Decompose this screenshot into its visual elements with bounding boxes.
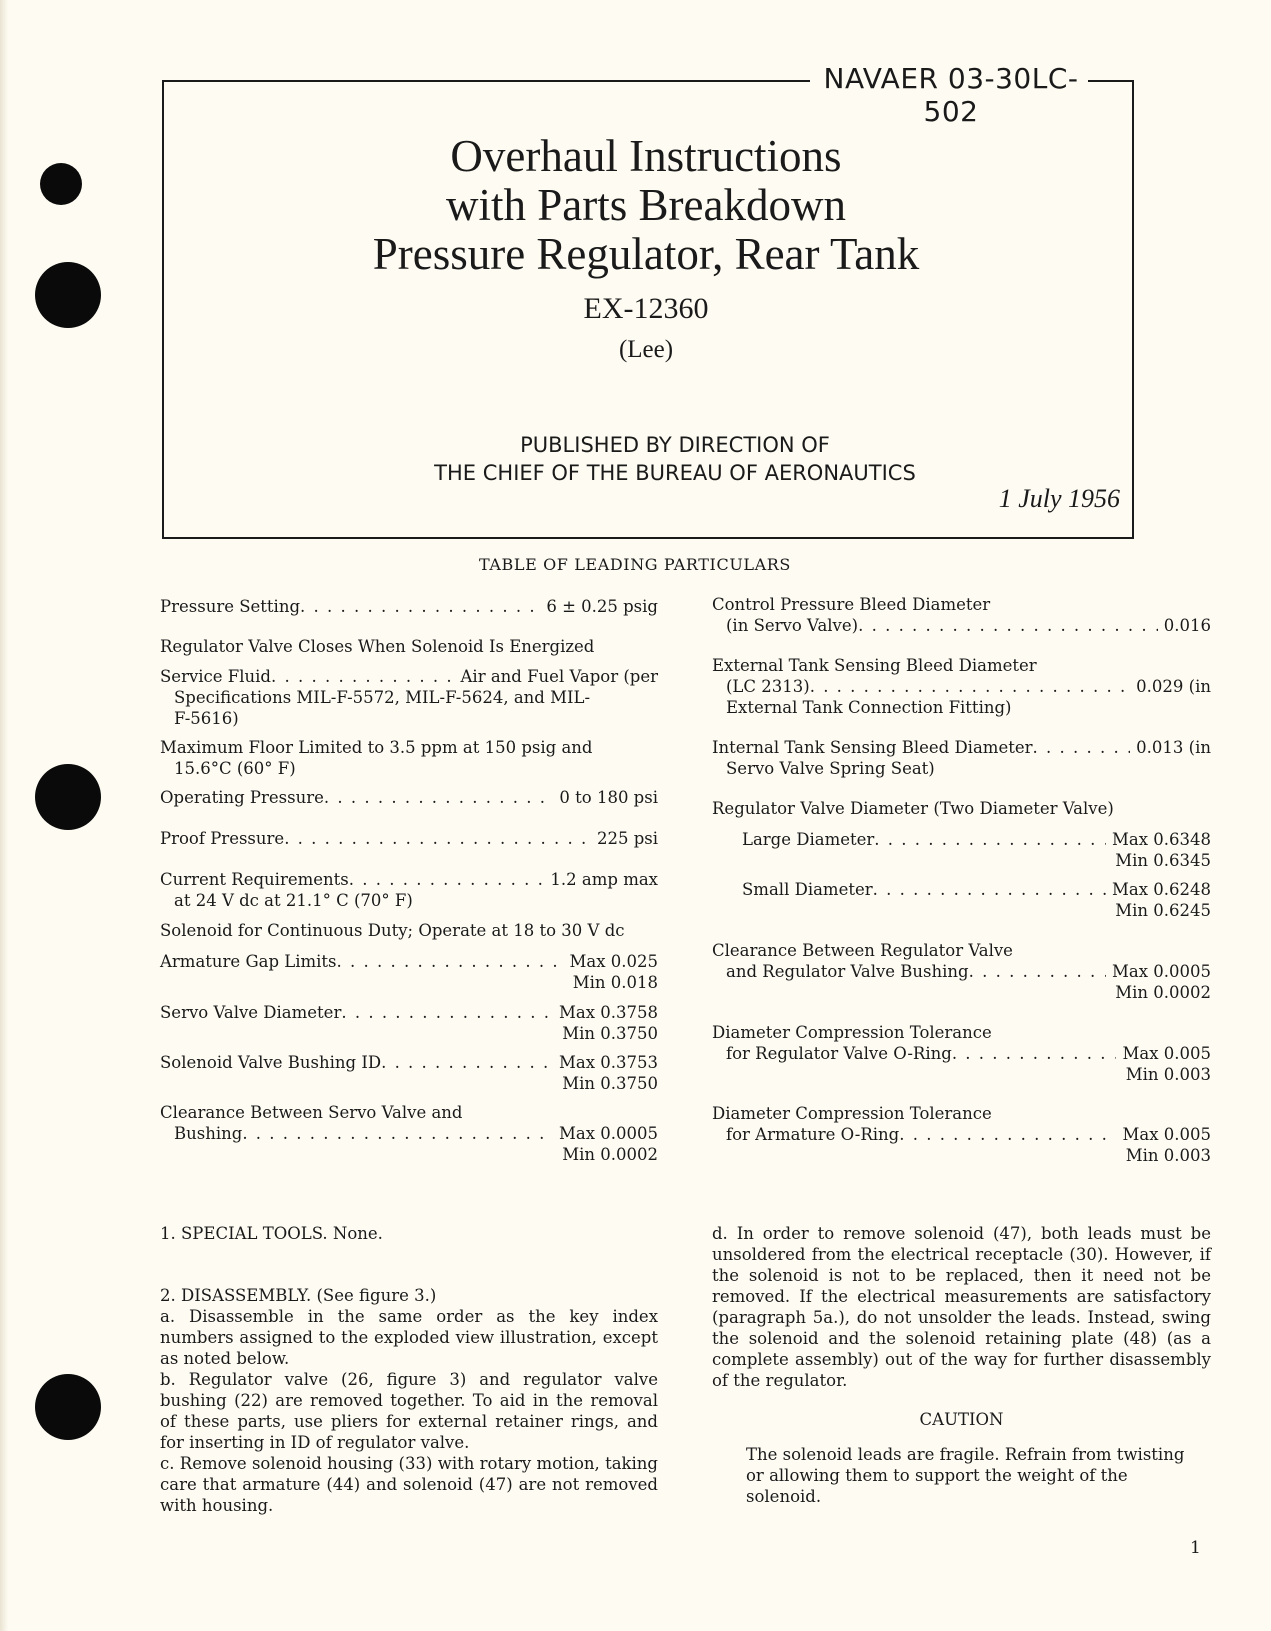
particular-regulator-diameter [712, 798, 1211, 819]
continuation: External Tank Connection Fitting) [726, 698, 1012, 717]
min-value: Min 0.6345 [1115, 851, 1211, 870]
label: Service Fluid [160, 667, 271, 686]
section-disassembly-heading: 2. DISASSEMBLY. (See figure 3.) [160, 1286, 437, 1305]
label: Maximum Floor Limited to 3.5 ppm at 150 psig and [160, 738, 593, 757]
leader-dots [271, 666, 455, 687]
paragraph-c: c. Remove solenoid housing (33) with rotary motion, taking care that armature (44) and solenoid (47) are not removed with housing. [160, 1454, 658, 1515]
particular-maximum-floor [160, 737, 658, 779]
manufacturer: (Lee) [618, 336, 674, 363]
publication-date: 1 July 1956 [998, 484, 1120, 513]
max-value: Max 0.025 [569, 952, 658, 971]
value: 0.029 (in [1136, 677, 1211, 696]
particular-control-bleed [712, 594, 1211, 636]
particular-servo-clearance [160, 1102, 658, 1165]
particular-regulator-oring [712, 1022, 1211, 1085]
continuation: at 24 V dc at 21.1° C (70° F) [174, 891, 413, 910]
max-value: Max 0.005 [1122, 1044, 1211, 1063]
label: Internal Tank Sensing Bleed Diameter [712, 738, 1033, 757]
title-line: with Parts Breakdown [446, 180, 846, 230]
label: Diameter Compression Tolerance [712, 1104, 992, 1123]
label: (in Servo Valve) [726, 616, 859, 635]
leader-dots [874, 829, 1106, 850]
leader-dots [242, 1123, 553, 1144]
page-edge-shadow [0, 0, 8, 1631]
particular-armature-oring [712, 1103, 1211, 1166]
body-left-column [160, 1223, 658, 1516]
min-value: Min 0.018 [572, 973, 658, 992]
particular-proof-pressure [160, 828, 658, 849]
min-value: Min 0.6245 [1115, 901, 1211, 920]
label: Bushing [174, 1124, 243, 1143]
caution-heading: CAUTION [919, 1410, 1004, 1429]
label: (LC 2313) [726, 677, 810, 696]
label: for Regulator Valve O-Ring [726, 1044, 952, 1063]
title-block [162, 132, 1130, 365]
value: 225 psi [596, 829, 658, 848]
title-line: Overhaul Instructions [450, 131, 842, 181]
particular-internal-bleed [712, 737, 1211, 779]
value: 1.2 amp max [550, 870, 658, 889]
frame-rule [162, 80, 810, 82]
particular-regulator-closes [160, 636, 658, 657]
min-value: Min 0.3750 [562, 1024, 658, 1043]
document-number: NAVAER 03-30LC-502 [818, 62, 1084, 128]
continuation: Specifications MIL-F-5572, MIL-F-5624, and MIL- [174, 688, 591, 707]
label: Operating Pressure [160, 788, 324, 807]
caution-text: The solenoid leads are fragile. Refrain from twisting or allowing them to support the weight of the solenoid. [746, 1445, 1185, 1506]
label: Large Diameter [742, 830, 875, 849]
min-value: Min 0.003 [1125, 1065, 1211, 1084]
binder-hole-icon [40, 163, 82, 205]
particular-current-requirements [160, 869, 658, 911]
label: Armature Gap Limits [160, 952, 337, 971]
particular-armature-gap [160, 951, 658, 993]
value: 0.016 [1163, 616, 1211, 635]
binder-hole-icon [35, 262, 101, 328]
frame-rule [1088, 80, 1132, 82]
leader-dots [381, 1052, 553, 1073]
particular-solenoid-bushing-id [160, 1052, 658, 1094]
max-value: Max 0.6248 [1111, 880, 1211, 899]
publisher-line: THE CHIEF OF THE BUREAU OF AERONAUTICS [434, 461, 916, 485]
label: Diameter Compression Tolerance [712, 1023, 992, 1042]
particular-external-bleed [712, 655, 1211, 718]
label: Current Requirements [160, 870, 349, 889]
leader-dots [873, 879, 1106, 900]
paragraph-a: a. Disassemble in the same order as the key index numbers assigned to the exploded view illustration, except as noted below. [160, 1307, 658, 1368]
publisher [360, 431, 990, 487]
particular-large-diameter [712, 829, 1211, 871]
max-value: Max 0.3758 [558, 1003, 658, 1022]
title-line: Pressure Regulator, Rear Tank [372, 229, 920, 279]
leader-dots [300, 596, 540, 617]
min-value: Min 0.003 [1125, 1146, 1211, 1165]
min-value: Min 0.0002 [1115, 983, 1211, 1002]
value: 6 ± 0.25 psig [546, 597, 658, 616]
section-special-tools: 1. SPECIAL TOOLS. None. [160, 1224, 383, 1243]
leader-dots [969, 961, 1106, 982]
label: Servo Valve Diameter [160, 1003, 342, 1022]
max-value: Max 0.005 [1122, 1125, 1211, 1144]
leader-dots [349, 869, 545, 890]
particular-operating-pressure [160, 787, 658, 808]
leader-dots [810, 676, 1130, 697]
label: Regulator Valve Diameter (Two Diameter Valve) [712, 799, 1114, 818]
leader-dots [341, 1002, 553, 1023]
particular-small-diameter [712, 879, 1211, 921]
page-number: 1 [1190, 1538, 1201, 1558]
value: 0 to 180 psi [559, 788, 658, 807]
particular-solenoid-duty [160, 920, 658, 941]
binder-hole-icon [35, 764, 101, 830]
particular-service-fluid [160, 666, 658, 729]
model-number: EX-12360 [583, 292, 709, 325]
label: Regulator Valve Closes When Solenoid Is Energized [160, 637, 595, 656]
label: Small Diameter [742, 880, 873, 899]
label: Pressure Setting [160, 597, 301, 616]
label: Proof Pressure [160, 829, 285, 848]
leader-dots [337, 951, 564, 972]
min-value: Min 0.3750 [562, 1074, 658, 1093]
leader-dots [284, 828, 591, 849]
body-right-column [712, 1223, 1211, 1507]
value: 0.013 (in [1136, 738, 1211, 757]
label: Clearance Between Servo Valve and [160, 1103, 463, 1122]
label: Clearance Between Regulator Valve [712, 941, 1013, 960]
label: for Armature O-Ring [726, 1125, 900, 1144]
leader-dots [1033, 737, 1131, 758]
label: Solenoid for Continuous Duty; Operate at 18 to 30 V dc [160, 921, 625, 940]
particular-pressure-setting [160, 596, 658, 617]
max-value: Max 0.0005 [1111, 962, 1211, 981]
min-value: Min 0.0002 [562, 1145, 658, 1164]
particular-servo-valve-diameter [160, 1002, 658, 1044]
publisher-line: PUBLISHED BY DIRECTION OF [520, 433, 830, 457]
label: Control Pressure Bleed Diameter [712, 595, 991, 614]
continuation: 15.6°C (60° F) [174, 759, 296, 778]
label: External Tank Sensing Bleed Diameter [712, 656, 1037, 675]
label: and Regulator Valve Bushing [726, 962, 969, 981]
max-value: Max 0.0005 [558, 1124, 658, 1143]
particular-regulator-clearance [712, 940, 1211, 1003]
value: Air and Fuel Vapor (per [460, 667, 658, 686]
paragraph-b: b. Regulator valve (26, figure 3) and regulator valve bushing (22) are removed together. To aid in the removal of these parts, use pliers for external retainer rings, and for inserting in ID of regulator valve. [160, 1370, 658, 1452]
binder-hole-icon [35, 1374, 101, 1440]
max-value: Max 0.3753 [558, 1053, 658, 1072]
table-title: TABLE OF LEADING PARTICULARS [478, 555, 791, 574]
leader-dots [324, 787, 554, 808]
leader-dots [952, 1043, 1117, 1064]
leader-dots [858, 615, 1158, 636]
label: Solenoid Valve Bushing ID [160, 1053, 382, 1072]
paragraph-d: d. In order to remove solenoid (47), both leads must be unsoldered from the electrical receptacle (30). However, if the solenoid is not to be replaced, then it need not be removed. If the electrical measurements are satisfactory (paragraph 5a.), do not unsolder the leads. Instead, swing the solenoid and the solenoid retaining plate (48) (as a complete assembly) out of the way for further disassembly of the regulator. [712, 1224, 1211, 1390]
leader-dots [899, 1124, 1116, 1145]
continuation: F-5616) [174, 709, 239, 728]
max-value: Max 0.6348 [1111, 830, 1211, 849]
continuation: Servo Valve Spring Seat) [726, 759, 935, 778]
